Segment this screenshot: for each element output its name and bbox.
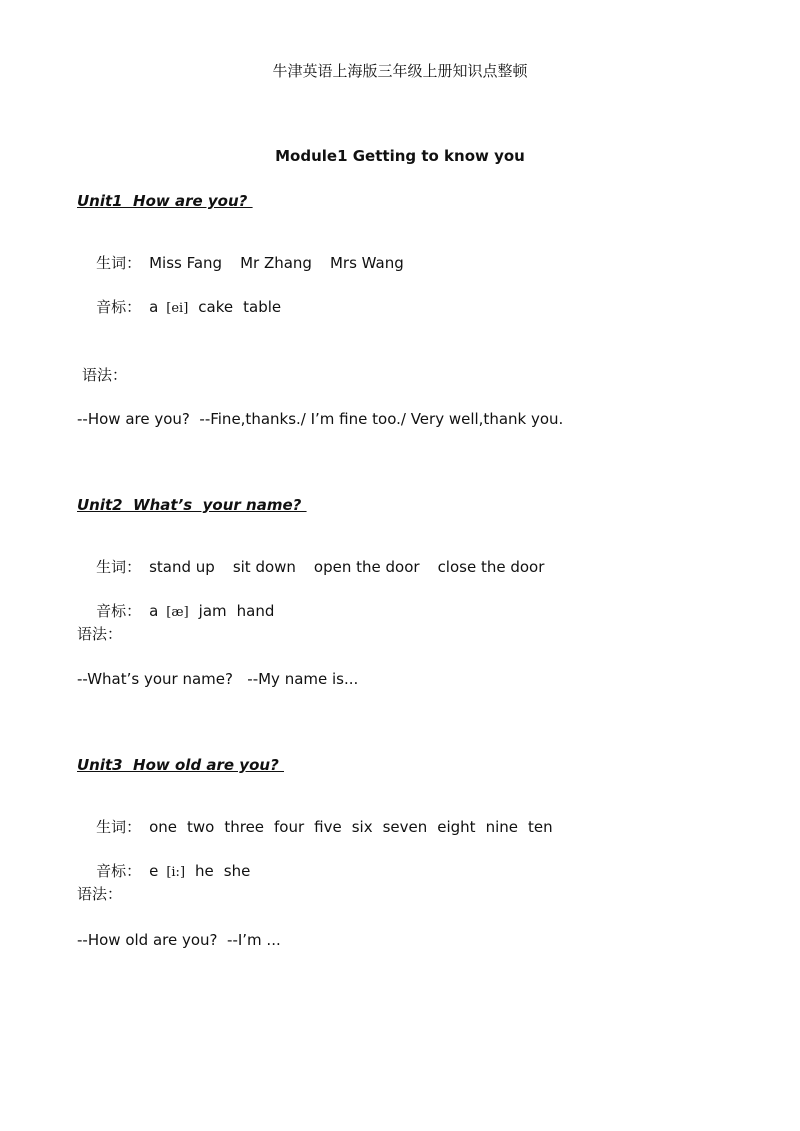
unit2-grammar-text: --What’s your name? --My name is... bbox=[77, 670, 359, 688]
phonetic-word: cake bbox=[198, 298, 234, 316]
unit3-heading: Unit3 How old are you? bbox=[77, 756, 284, 774]
vocab-label: 生词： bbox=[96, 254, 142, 272]
phonetic-letter: e bbox=[149, 862, 159, 880]
phonetic-word: jam bbox=[198, 602, 227, 620]
document-title: 牛津英语上海版三年级上册知识点整顿 bbox=[272, 62, 528, 80]
module-title: Module1 Getting to know you bbox=[275, 147, 525, 165]
vocab-word: Miss Fang bbox=[149, 254, 223, 272]
vocab-label: 生词： bbox=[96, 558, 142, 576]
vocab-word: stand up bbox=[149, 558, 215, 576]
phonetic-letter: a bbox=[149, 602, 159, 620]
vocab-word: sit down bbox=[232, 558, 296, 576]
vocab-word: three bbox=[224, 818, 265, 836]
vocab-label: 生词： bbox=[96, 818, 142, 836]
vocab-word: six bbox=[351, 818, 373, 836]
vocab-word: nine bbox=[485, 818, 518, 836]
vocab-word: seven bbox=[382, 818, 428, 836]
unit1-grammar-label: 语法： bbox=[82, 366, 128, 384]
vocab-word: Mrs Wang bbox=[329, 254, 404, 272]
unit1-heading: Unit1 How are you? bbox=[77, 192, 253, 210]
phonetic-word: he bbox=[195, 862, 214, 880]
unit3-grammar-text: --How old are you? --I’m ... bbox=[77, 931, 281, 949]
vocab-word: open the door bbox=[313, 558, 420, 576]
phonetic-symbol: [ei] bbox=[166, 301, 189, 316]
vocab-word: close the door bbox=[437, 558, 545, 576]
phonetic-label: 音标： bbox=[96, 862, 142, 880]
unit3-grammar-label: 语法： bbox=[77, 885, 123, 903]
phonetic-label: 音标： bbox=[96, 298, 142, 316]
vocab-word: eight bbox=[437, 818, 476, 836]
vocab-word: Mr Zhang bbox=[240, 254, 312, 272]
phonetic-word: she bbox=[223, 862, 251, 880]
vocab-word: five bbox=[314, 818, 342, 836]
vocab-word: one bbox=[149, 818, 178, 836]
phonetic-label: 音标： bbox=[96, 602, 142, 620]
vocab-word: two bbox=[187, 818, 215, 836]
phonetic-word: table bbox=[243, 298, 282, 316]
unit1-phonetic-line bbox=[77, 277, 291, 339]
phonetic-symbol: [i:] bbox=[166, 865, 186, 880]
vocab-word: four bbox=[274, 818, 305, 836]
unit1-grammar-text: --How are you? --Fine,thanks./ I’m fine too./ Very well,thank you. bbox=[77, 410, 564, 428]
phonetic-symbol: [æ] bbox=[166, 605, 189, 620]
phonetic-word: hand bbox=[236, 602, 275, 620]
unit2-grammar-label: 语法： bbox=[77, 625, 123, 643]
phonetic-letter: a bbox=[149, 298, 159, 316]
vocab-word: ten bbox=[527, 818, 553, 836]
unit2-heading: Unit2 What’s your name? bbox=[77, 496, 307, 514]
